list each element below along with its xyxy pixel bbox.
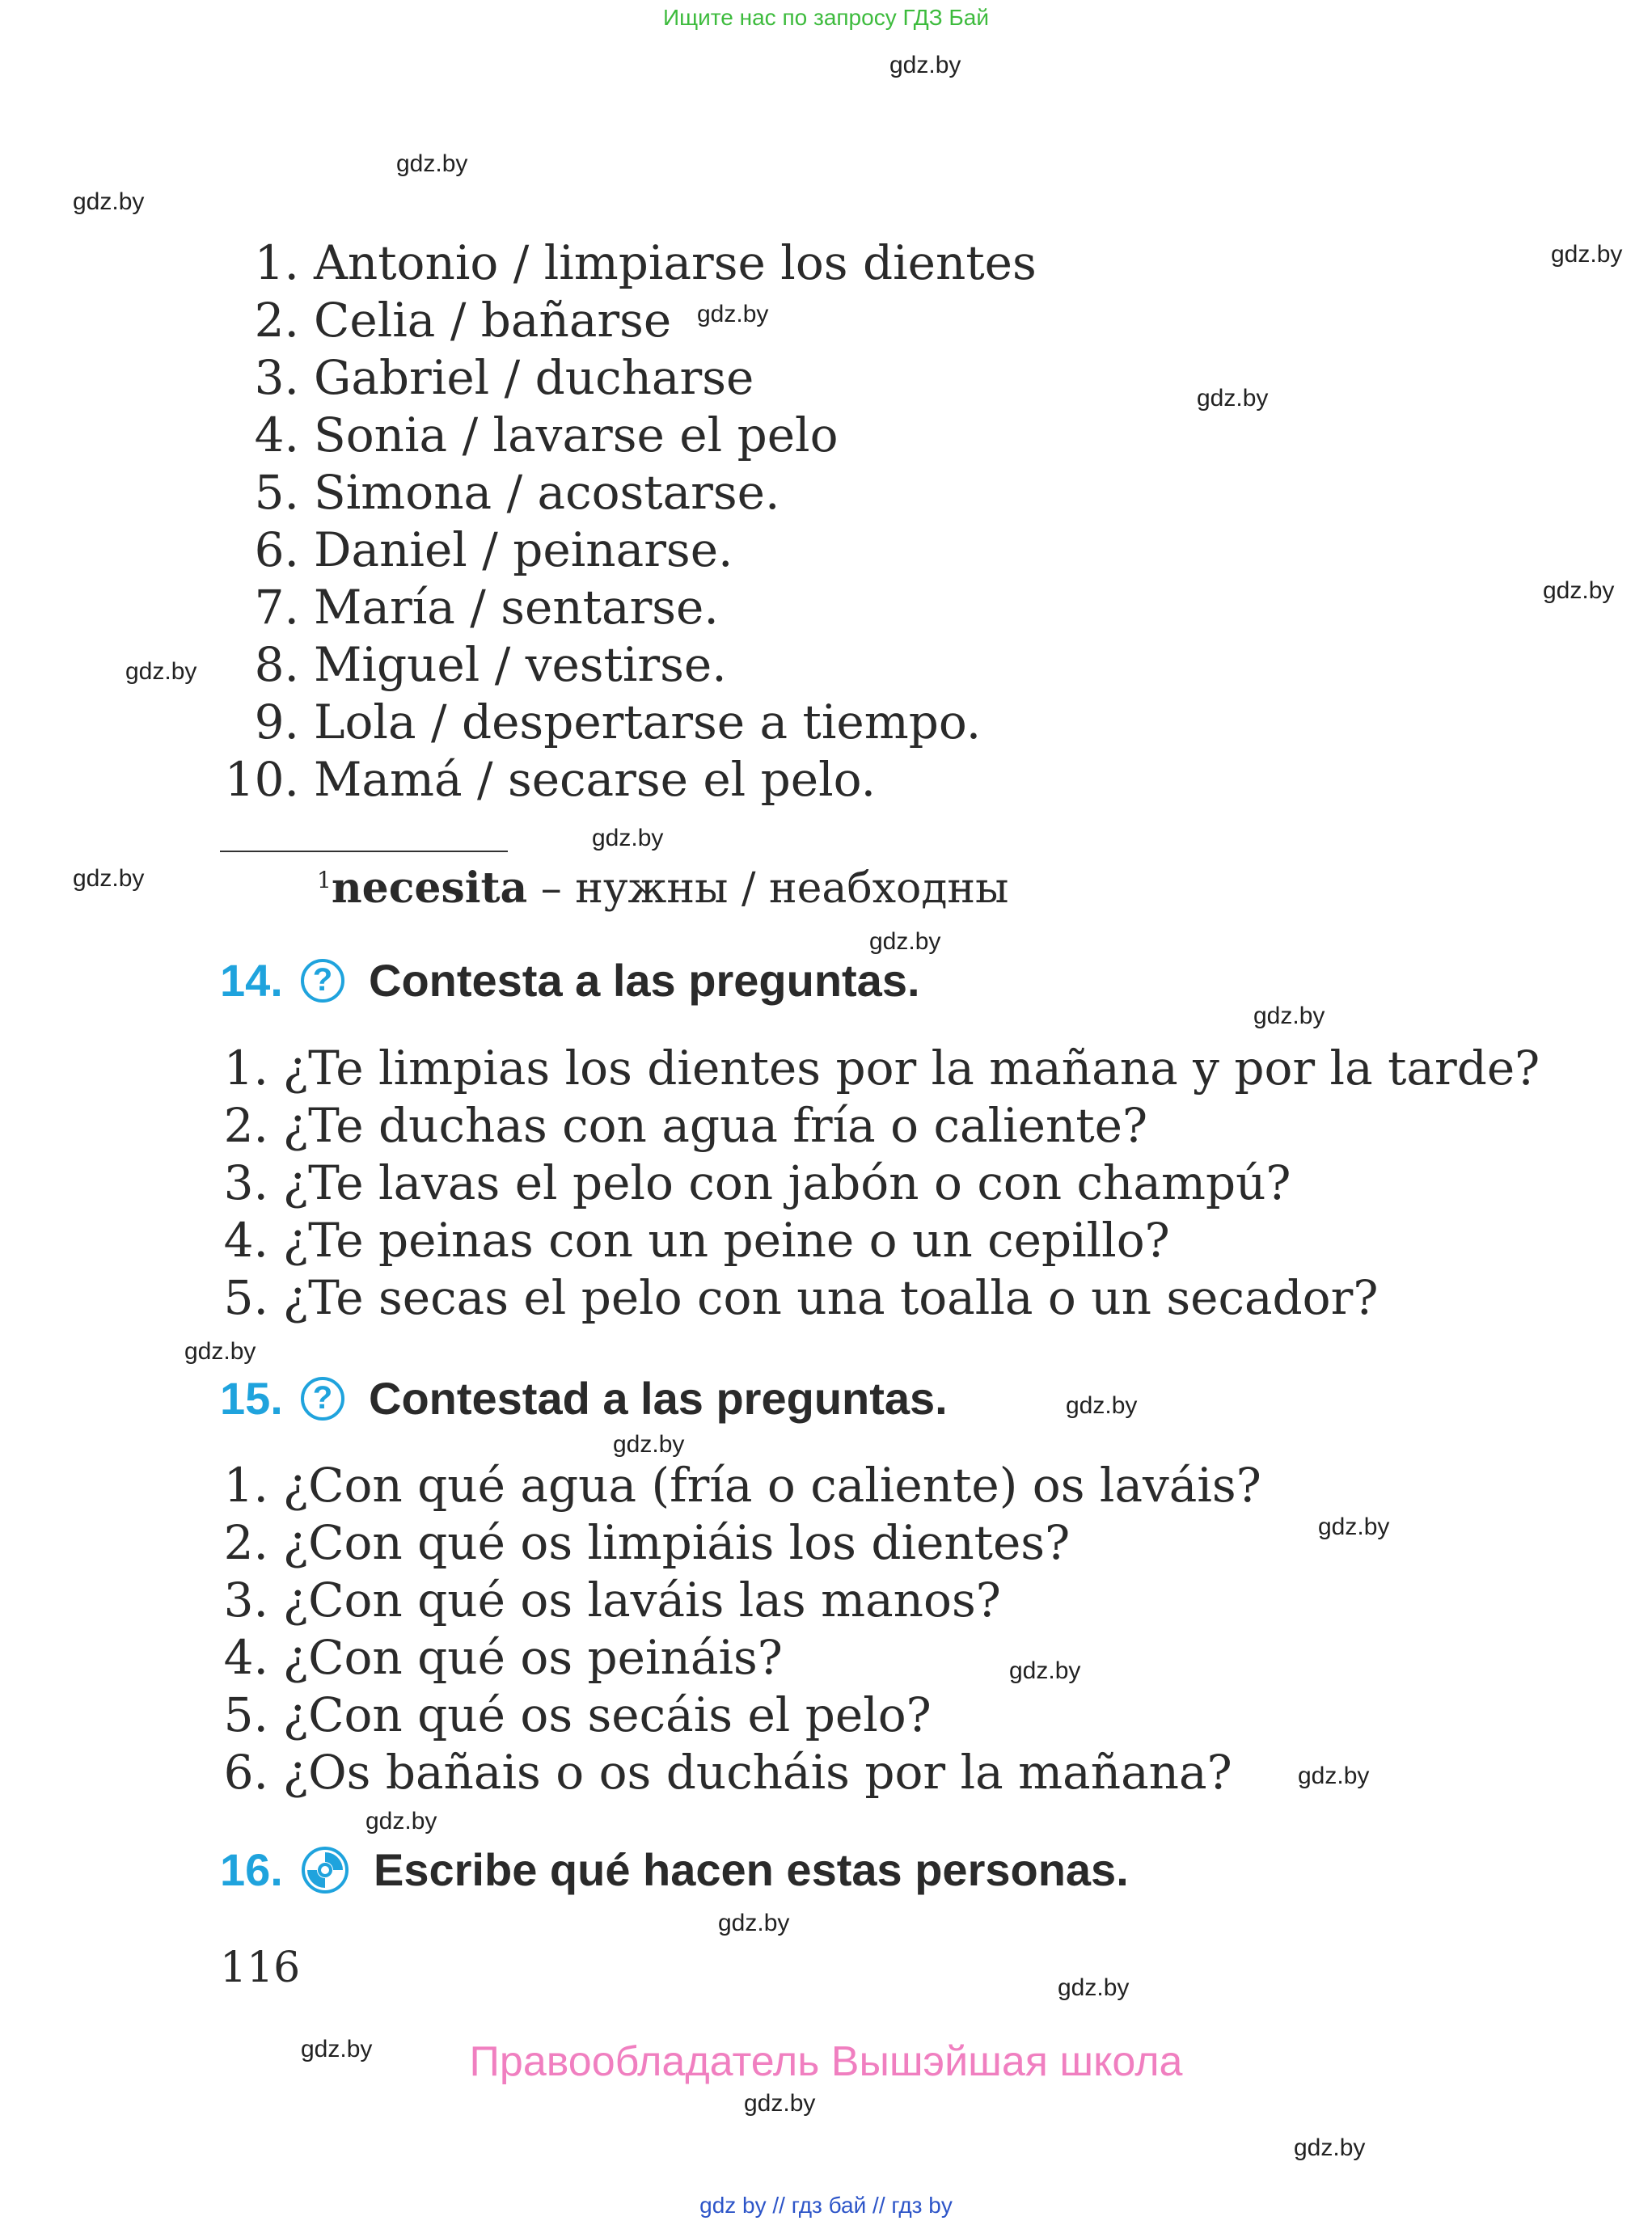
watermark: gdz.by (613, 1431, 685, 1458)
list-item: 5. Simona / acostarse. (254, 465, 780, 520)
exercise-number: 14. (220, 955, 283, 1006)
question-circle-icon: ? (301, 1377, 344, 1421)
watermark: gdz.by (184, 1338, 256, 1365)
list-item: 5. ¿Con qué os secáis el pelo? (223, 1687, 932, 1742)
list-item: 2. Celia / bañarse (254, 293, 672, 348)
watermark: gdz.by (1543, 577, 1615, 604)
watermark: gdz.by (1066, 1392, 1138, 1419)
watermark: gdz.by (1318, 1514, 1390, 1540)
exercise-title: Contestad a las preguntas. (369, 1373, 948, 1424)
page-number: 116 (220, 1944, 301, 1992)
list-item: 3. Gabriel / ducharse (254, 350, 754, 405)
watermark: gdz.by (73, 865, 145, 892)
list-item: 1. Antonio / limpiarse los dientes (254, 235, 1037, 290)
list-item: 6. Daniel / peinarse. (254, 522, 733, 577)
footnote (317, 863, 1008, 913)
watermark: gdz.by (718, 1910, 790, 1936)
watermark: gdz.by (301, 2036, 373, 2062)
list-item: 9. Lola / despertarse a tiempo. (254, 695, 982, 749)
list-item: 1. ¿Te limpias los dientes por la mañana y por la tarde? (223, 1041, 1540, 1096)
bottom-links[interactable]: gdz by // гдз бай // гдз by (699, 2193, 953, 2218)
exercise-number: 15. (220, 1373, 283, 1424)
watermark: gdz.by (1009, 1657, 1081, 1684)
footnote-rule (220, 851, 508, 852)
watermark: gdz.by (1253, 1003, 1325, 1029)
exercise-number: 16. (220, 1844, 283, 1895)
top-banner[interactable]: Ищите нас по запросу ГДЗ Бай (662, 5, 990, 30)
watermark: gdz.by (73, 188, 145, 215)
footnote-mark: 1 (317, 867, 332, 893)
watermark: gdz.by (365, 1808, 437, 1834)
list-item: 4. ¿Te peinas con un peine o un cepillo? (223, 1213, 1170, 1268)
watermark: gdz.by (1058, 1974, 1130, 2001)
watermark: gdz.by (1551, 241, 1623, 268)
exercise-title: Contesta a las preguntas. (369, 955, 920, 1006)
list-item: 3. ¿Te lavas el pelo con jabón o con champú? (223, 1155, 1291, 1210)
exercise-title: Escribe qué hacen estas personas. (374, 1844, 1129, 1895)
watermark: gdz.by (396, 150, 468, 177)
list-item: 7. María / sentarse. (254, 580, 719, 635)
list-item: 1. ¿Con qué agua (fría o caliente) os laváis? (223, 1458, 1261, 1513)
watermark: gdz.by (592, 825, 664, 851)
list-item: 4. ¿Con qué os peináis? (223, 1630, 783, 1685)
watermark: gdz.by (744, 2090, 816, 2117)
list-item: 5. ¿Te secas el pelo con una toalla o un secador? (223, 1270, 1379, 1325)
list-item: 2. ¿Te duchas con agua fría o caliente? (223, 1098, 1148, 1153)
watermark: gdz.by (1197, 385, 1269, 412)
copyright-notice: Правообладатель Вышэйшая школа (469, 2038, 1183, 2085)
list-item: 3. ¿Con qué os laváis las manos? (223, 1573, 1001, 1628)
exercise-16-header (220, 1843, 1129, 1896)
list-item: 6. ¿Os bañais o os ducháis por la mañana? (223, 1745, 1232, 1800)
watermark: gdz.by (125, 658, 197, 685)
watermark: gdz.by (1294, 2134, 1366, 2161)
watermark: gdz.by (889, 52, 961, 78)
watermark: gdz.by (1298, 1763, 1370, 1789)
watermark: gdz.by (869, 928, 941, 955)
list-item: 4. Sonia / lavarse el pelo (254, 407, 839, 462)
list-item: 2. ¿Con qué os limpiáis los dientes? (223, 1515, 1071, 1570)
exercise-14-header (220, 954, 920, 1007)
footnote-translation: – нужны / неабходны (540, 864, 1009, 913)
watermark: gdz.by (697, 301, 769, 327)
question-circle-icon: ? (301, 959, 344, 1003)
footnote-term: necesita (331, 863, 528, 913)
exercise-15-header (220, 1372, 948, 1425)
audio-disc-icon (301, 1846, 349, 1894)
list-item: 8. Miguel / vestirse. (254, 637, 727, 692)
list-item: 10. Mamá / secarse el pelo. (224, 752, 877, 807)
